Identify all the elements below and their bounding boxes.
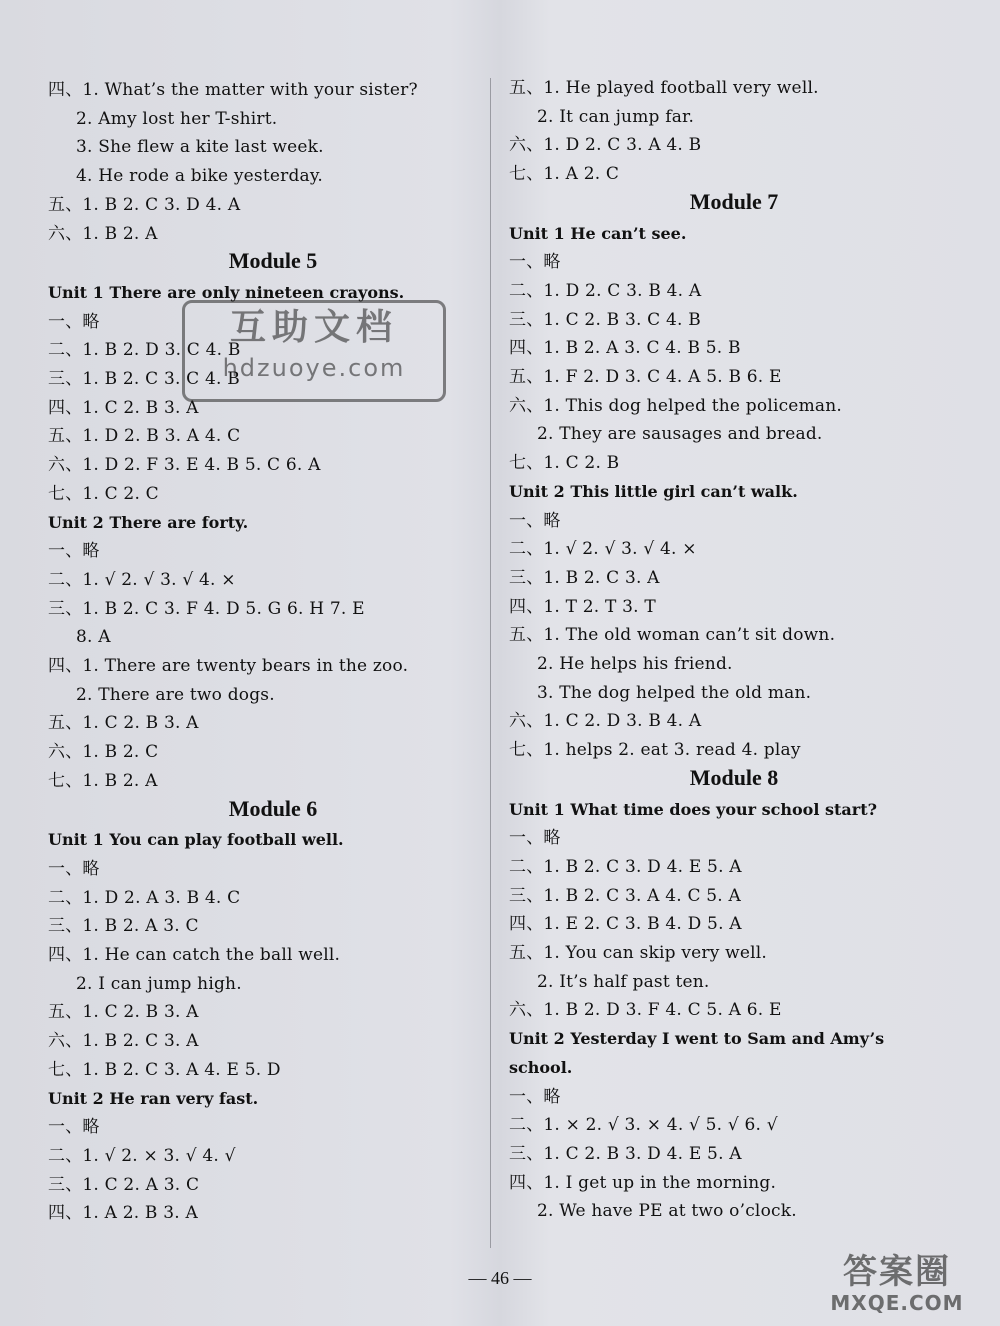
answer-line: 六、1. B 2. C 3. A: [48, 1031, 199, 1052]
unit-heading: Unit 2 This little girl can’t walk.: [509, 481, 798, 501]
answer-line: 一、略: [48, 541, 100, 562]
answer-line: 五、1. D 2. B 3. A 4. C: [48, 426, 241, 447]
answer-line: 五、1. You can skip very well.: [509, 943, 768, 963]
answer-line: 四、1. E 2. C 3. B 4. D 5. A: [509, 914, 742, 935]
answer-line: 二、1. B 2. C 3. D 4. E 5. A: [509, 856, 742, 877]
answer-line: 五、1. C 2. B 3. A: [48, 1002, 199, 1023]
answer-subline: 2. There are two dogs.: [76, 684, 275, 705]
answer-line: 四、1. I get up in the morning.: [509, 1172, 777, 1193]
answer-line: 二、1. B 2. D 3. C 4. B: [48, 340, 241, 361]
answer-line: 二、1. √ 2. √ 3. √ 4. ×: [509, 539, 697, 560]
unit-heading: Unit 1 He can’t see.: [509, 223, 687, 243]
answer-line: 五、1. F 2. D 3. C 4. A 5. B 6. E: [509, 367, 782, 387]
unit-heading: Unit 2 There are forty.: [48, 512, 249, 532]
watermark-title: 互助文档: [229, 307, 398, 348]
answer-line: 三、1. B 2. C 3. F 4. D 5. G 6. H 7. E: [48, 598, 365, 619]
watermark-stamp: [182, 300, 446, 402]
unit-heading: Unit 1 You can play football well.: [48, 830, 344, 850]
page-number: — 46 —: [468, 1268, 532, 1288]
answer-line: 四、1. T 2. T 3. T: [509, 596, 656, 617]
unit-heading: Unit 2 Yesterday I went to Sam and Amy’s: [509, 1029, 885, 1049]
answer-subline: 3. The dog helped the old man.: [537, 682, 812, 703]
answer-line: 六、1. B 2. C: [48, 742, 159, 763]
answer-line: 二、1. D 2. A 3. B 4. C: [48, 887, 241, 908]
answer-line: 二、1. √ 2. √ 3. √ 4. ×: [48, 569, 236, 590]
answer-subline: 2. I can jump high.: [76, 973, 242, 994]
answer-subline: 4. He rode a bike yesterday.: [76, 166, 324, 187]
answer-line: 三、1. B 2. A 3. C: [48, 916, 199, 937]
answer-subline: 2. Amy lost her T-shirt.: [76, 108, 278, 129]
answer-line: 二、1. D 2. C 3. B 4. A: [509, 280, 702, 301]
answer-line: 五、1. B 2. C 3. D 4. A: [48, 194, 241, 215]
answer-line: 四、1. B 2. A 3. C 4. B 5. B: [509, 338, 741, 359]
answer-subline: 3. She flew a kite last week.: [76, 137, 324, 158]
answer-line: 四、1. There are twenty bears in the zoo.: [48, 656, 409, 676]
corner-logo-title: 答案圈: [843, 1252, 951, 1292]
unit-heading: Unit 1 What time does your school start?: [509, 799, 877, 819]
answer-line: 一、略: [48, 858, 100, 879]
answer-line: 一、略: [48, 311, 100, 332]
answer-subline: 2. It can jump far.: [537, 106, 695, 127]
answer-subline: 2. He helps his friend.: [537, 654, 733, 674]
answer-line: 一、略: [509, 828, 561, 849]
module-heading: Module 5: [228, 248, 318, 274]
answer-line: 二、1. × 2. √ 3. × 4. √ 5. √ 6. √: [509, 1115, 778, 1136]
answer-line: 七、1. C 2. C: [48, 483, 159, 504]
answer-line: 七、1. C 2. B: [509, 453, 620, 474]
answer-line: 四、1. A 2. B 3. A: [48, 1203, 198, 1224]
answer-line: 一、略: [509, 252, 561, 273]
module-heading: Module 7: [689, 188, 779, 214]
answer-line: 六、1. B 2. D 3. F 4. C 5. A 6. E: [509, 1000, 782, 1021]
answer-subline: 8. A: [76, 627, 111, 648]
unit-heading: school.: [509, 1057, 573, 1077]
answer-line: 六、1. B 2. A: [48, 223, 158, 244]
answer-line: 七、1. helps 2. eat 3. read 4. play: [509, 740, 801, 761]
answer-line: 四、1. He can catch the ball well.: [48, 945, 341, 965]
column-divider: [490, 78, 491, 1248]
answer-line: 七、1. B 2. C 3. A 4. E 5. D: [48, 1059, 281, 1080]
answer-line: 一、略: [509, 510, 561, 531]
answer-line: 三、1. C 2. B 3. D 4. E 5. A: [509, 1143, 742, 1164]
answer-line: 七、1. A 2. C: [509, 164, 620, 185]
answer-line: 四、1. What’s the matter with your sister?: [48, 80, 418, 100]
answer-subline: 2. It’s half past ten.: [537, 971, 710, 992]
answer-line: 六、1. C 2. D 3. B 4. A: [509, 711, 702, 732]
answer-line: 四、1. C 2. B 3. A: [48, 397, 199, 418]
answer-line: 五、1. The old woman can’t sit down.: [509, 625, 836, 646]
module-heading: Module 6: [228, 795, 318, 821]
answer-line: 六、1. D 2. C 3. A 4. B: [509, 135, 702, 156]
answer-line: 三、1. C 2. B 3. C 4. B: [509, 309, 701, 330]
answer-line: 六、1. This dog helped the policeman.: [509, 395, 842, 416]
answer-line: 七、1. B 2. A: [48, 770, 158, 791]
unit-heading: Unit 2 He ran very fast.: [48, 1088, 259, 1108]
corner-logo-url: MXQE.COM: [830, 1291, 964, 1315]
answer-line: 三、1. B 2. C 3. A: [509, 567, 660, 588]
answer-line: 一、略: [509, 1086, 561, 1107]
watermark-url: hdzuoye.com: [222, 354, 406, 382]
answer-line: 五、1. C 2. B 3. A: [48, 713, 199, 734]
answer-line: 三、1. B 2. C 3. A 4. C 5. A: [509, 885, 741, 906]
answer-line: 六、1. D 2. F 3. E 4. B 5. C 6. A: [48, 455, 321, 476]
answer-line: 五、1. He played football very well.: [509, 78, 819, 98]
answer-subline: 2. They are sausages and bread.: [537, 424, 823, 445]
answer-line: 二、1. √ 2. × 3. √ 4. √: [48, 1145, 236, 1166]
unit-heading: Unit 1 There are only nineteen crayons.: [48, 282, 405, 302]
answer-line: 三、1. C 2. A 3. C: [48, 1174, 200, 1195]
answer-line: 三、1. B 2. C 3. C 4. B: [48, 369, 240, 389]
module-heading: Module 8: [689, 764, 779, 790]
answer-line: 一、略: [48, 1117, 100, 1138]
corner-logo: [808, 1252, 986, 1318]
answer-subline: 2. We have PE at two o’clock.: [537, 1201, 797, 1222]
